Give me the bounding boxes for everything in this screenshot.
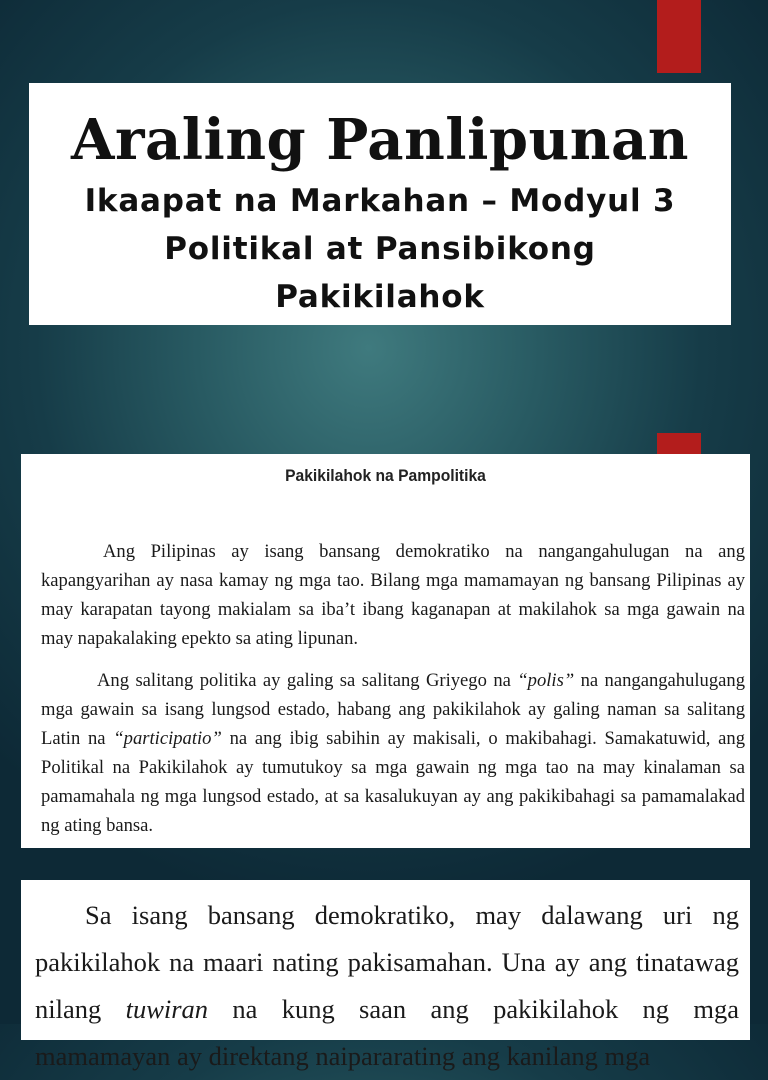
- subtitle-topic-line1: Politikal at Pansibikong: [164, 231, 596, 267]
- document-excerpt-card: [21, 454, 750, 848]
- term-tuwiran: tuwiran: [125, 994, 209, 1024]
- subtitle-quarter-module: Ikaapat na Markahan – Modyul 3: [84, 183, 676, 219]
- subtitle-topic-line2: Pakikilahok: [275, 279, 485, 315]
- red-accent-bar-top: [657, 0, 701, 73]
- paragraph-2-text-a: Ang salitang politika ay galing sa salitang Griyego na: [97, 670, 518, 691]
- paragraph-2-text-b: na nangangahulugang mga gawain sa isang lungsod estado, habang ang pakikilahok ay galing naman sa salitang Latin na: [41, 670, 745, 749]
- paragraph-1-text: Ang Pilipinas ay isang bansang demokratiko na nangangahulugan na ang kapangyarihan ay nasa kamay ng mga tao. Bilang mga mamamayan ng bansang Pilipinas ay may karapatan tayong makialam sa iba’t ibang kaganapan at makilahok sa mga gawain na may napakalaking epekto sa ating lipunan.: [41, 541, 745, 649]
- bottom-paragraph-text-a: Sa isang bansang demokratiko, may dalawang uri ng pakikilahok na maari nating pakisamahan. Una ay ang tinatawag nilang: [35, 900, 739, 1024]
- bottom-paragraph-text-b: na kung saan ang pakikilahok ng mga mamamayan ay direktang naipararating ang kanilang mga: [35, 994, 739, 1071]
- red-accent-bar-middle: [657, 433, 701, 455]
- page-title: Araling Panlipunan: [71, 107, 689, 173]
- paragraph-1: [41, 537, 745, 653]
- paragraph-2-text-c: na ang ibig sabihin ay makisali, o makibahagi. Samakatuwid, ang Politikal na Pakikilahok ay tumutukoy sa mga gawain ng mga tao na may kinalaman sa pamamahala ng mga lungsod estado, at sa kasalukuyan ay ang pakikibahagi sa pamamalakad ng ating bansa.: [41, 728, 746, 836]
- paragraph-2: [41, 666, 745, 840]
- title-card: [29, 83, 731, 325]
- bottom-text-card: [21, 880, 750, 1071]
- bottom-paragraph: [35, 892, 739, 1080]
- section-heading: Pakikilahok na Pampolitika: [285, 466, 486, 485]
- term-participatio: “participatio”: [113, 728, 222, 749]
- term-polis: “polis”: [517, 670, 575, 691]
